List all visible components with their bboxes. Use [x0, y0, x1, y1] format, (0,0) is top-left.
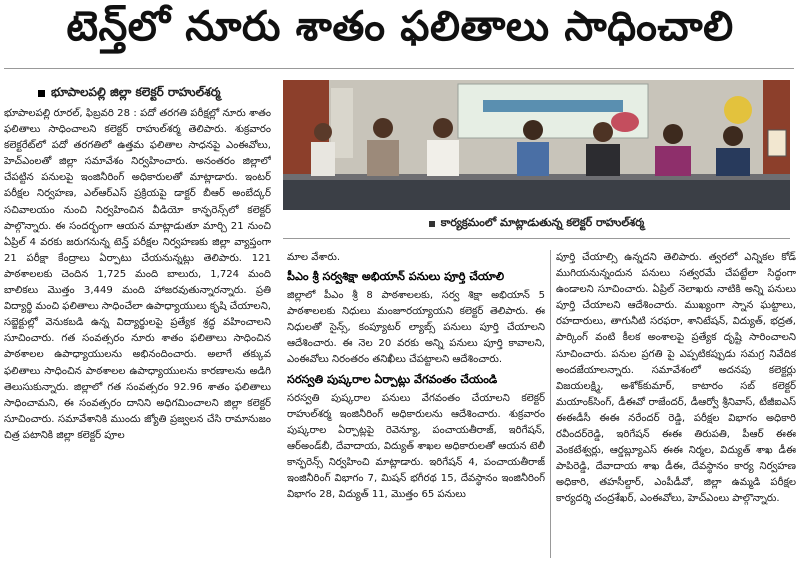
article-column-2 [287, 250, 545, 562]
photo-flowers-right [724, 96, 752, 124]
photo-caption [283, 213, 790, 235]
photo-screen-banner [483, 100, 623, 112]
photo-caption-text: కార్యక్రమంలో మాట్లాడుతున్న కలెక్టర్ రాహుల్‌శర్మ [440, 216, 645, 229]
caption-bullet-icon [429, 221, 435, 227]
article-paragraph-lead: మాల వేశారు. [287, 252, 341, 263]
article-column-1 [4, 106, 271, 562]
column-divider-2 [550, 250, 551, 558]
headline: టెన్త్‌లో నూరు శాతం ఫలితాలు సాధించాలి [66, 2, 734, 50]
byline-text: భూపాలపల్లి జిల్లా కలెక్టర్ రాహుల్‌శర్మ [51, 84, 221, 99]
article-paragraph-pm-shri: జిల్లాలో పీఎం శ్రీ 8 పాఠశాలలకు, సర్వ శిక్షా అభియాన్ 5 పాఠశాలలకు నిధులు మంజూరయ్యాయని కలెక్టర్ తెలిపారు. ఈ నిధులతో సైన్స్, కంప్యూటర్ ల్యాబ్స్ పనులు పూర్తి చేయాలని ఆదేశించారు. ఈ నెల 20 వరకు అన్ని పనులు పూర్తి కావాలని, ఎంఈవోలు నిరంతరం తనిఖీలు చేపట్టాలని ఆదేశించారు. [287, 290, 545, 366]
subheading-pm-shri: పీఎం శ్రీ సర్వశిక్షా అభియాన్ పనులు పూర్తి చేయాలి [287, 270, 505, 284]
event-photo [283, 80, 790, 210]
article-paragraph: భూపాలపల్లి రూరల్, ఫిబ్రవరి 28 : పదో తరగతి పరీక్షల్లో నూరు శాతం ఫలితాలు సాధించాలని కలెక్టర్ రాహుల్‌శర్మ తెలిపారు. శుక్రవారం కలెక్టరేట్‌లో పదో తరగతిలో ఉత్తమ ఫలితాల సాధనపై ఎంఈవోలు, హెచ్ఎంలతో జిల్లా సమావేశం నిర్వహించారు. అనంతరం జిల్లాలో చేపట్టిన పనులపై ఇంజినీరింగ్ అధికారులతో మాట్లాడారు. ఇంటర్ పరీక్షల నిర్వహణ, ఎల్ఆర్ఎస్ ప్రక్రియపై డాక్టర్ బీఆర్ అంబేద్కర్ సచివాలయం నుంచి నిర్వహించిన వీడియో కాన్ఫరెన్స్‌లో కలెక్టర్ పాల్గొన్నారు. ఈ సందర్భంగా ఆయన మాట్లాడుతూ మార్చి 21 నుంచి ఏప్రిల్ 4 వరకు జరుగనున్న టెన్త్ పరీక్షల నిర్వహణకు జిల్లా వ్యాప్తంగా 21 పరీక్షా కేంద్రాలు ఏర్పాటు చేయనున్నట్లు తెలిపారు. 121 పాఠశాలలకు చెందిన 1,725 మంది బాలురు, 1,724 మంది బాలికలు మొత్తం 3,449 మంది హాజరవుతున్నారన్నారు. ప్రతి విద్యార్థి మంచి ఫలితాలు సాధించేలా ఉపాధ్యాయులు కృషి చేయాలని, సబ్జెక్టుల్లో వెనుకబడి ఉన్న విద్యార్థులపై ప్రత్యేక శ్రద్ధ వహించాలని సూచించారు. గత సంవత్సరం నూరు శాతం ఫలితాలు సాధించిన పాఠశాలల ఉపాధ్యాయులను అభినందించారు. అలాగే తక్కువ ఫలితాలు సాధించిన పాఠశాలల ఉపాధ్యాయులను కారణాలను అడిగి తెలుసుకున్నారు. జిల్లాలో గత సంవత్సరం 92.96 శాతం ఫలితాలు సాధించామని, ఈ సంవత్సరం దానిని అధిగమించాలని జిల్లా కలెక్టర్ సూచించారు. సమావేశానికి ముందు జ్యోతి ప్రజ్వలన చేసి రామానుజం చిత్ర పటానికి జిల్లా కలెక్టర్ పూల [4, 108, 271, 441]
article-column-3 [556, 250, 796, 562]
photo-screen-flower [611, 112, 639, 132]
byline-bullet-icon [38, 90, 45, 97]
photo-person-1 [311, 123, 335, 176]
subheading-saraswati-pushkaralu: సరస్వతి పుష్కరాల ఏర్పాట్లు వేగవంతం చేయండి [287, 372, 498, 386]
article-paragraph-pushkaralu: సరస్వతి పుష్కరాల పనులు వేగవంతం చేయాలని కలెక్టర్ రాహుల్‌శర్మ ఇంజినీరింగ్ అధికారులను ఆదేశించారు. శుక్రవారం పుష్కరాల ఏర్పాట్లపై రెవెన్యూ, పంచాయతీరాజ్, ఇరిగేషన్, ఆర్అండ్‌బీ, దేవాదాయ, విద్యుత్ శాఖల అధికారులతో ఆయన టెలీ కాన్ఫరెన్స్ నిర్వహించి మాట్లాడారు. ఇరిగేషన్ 4, పంచాయతీరాజ్ ఇంజినీరింగ్ విభాగం 7, మిషన్ భగీరథ 15, దేవస్థానం ఇంజినీరింగ్ విభాగం 28, విద్యుత్ 11, మొత్తం 65 పనులు [287, 392, 545, 501]
caption-rule [283, 238, 790, 239]
photo-portrait [768, 130, 786, 156]
headline-rule [4, 68, 794, 69]
photo-table [283, 178, 790, 210]
event-photo-svg [283, 80, 790, 210]
article-paragraph-continued: పూర్తి చేయాల్సి ఉన్నదని తెలిపారు. త్వరలో ఎన్నికల కోడ్ ముగియనున్నందున పనులు సత్వరమే చేపట్టేలా సిద్ధంగా ఉండాలని సూచించారు. ఏప్రిల్ నెలాఖరు నాటికి అన్ని పనులు పూర్తి చేయాలని ఆదేశించారు. ముఖ్యంగా స్నాన ఘట్టాలు, రహదారులు, తాగునీటి సరఫరా, శానిటేషన్, విద్యుత్, భద్రత, పార్కింగ్ వంటి కీలక అంశాలపై ప్రత్యేక దృష్టి సారించాలని సూచించారు. పనుల ప్రగతి పై ఎప్పటికప్పుడు సమగ్ర నివేదిక అందజేయాలన్నారు. సమావేశంలో అదనపు కలెక్టర్లు విజయలక్ష్మి, అశోక్‌కుమార్, కాటారం సబ్ కలెక్టర్ మయాంక్‌సింగ్, డీఈవో రాజేందర్, డీఆర్వో శ్రీనివాస్, టీజీఐఎస్ ఈఈడీసీ ఈఈ నరేందర్ రెడ్డి, పరీక్షల విభాగం అధికారి రవీందర్‌రెడ్డి, ఇరిగేషన్ ఈఈ తిరుపతి, పీఆర్ ఈఈ వెంకటేశ్వర్లు, ఆర్డబ్ల్యూఎస్ ఈఈ నిర్మల, విద్యుత్ శాఖ డీఈ పాపిరెడ్డి, దేవాదాయ శాఖ డీఈ, దేవస్థానం కార్య నిర్వహణ అధికారి, తహసీల్దార్, ఎంపీడీవో, జిల్లా ఉమ్మడి పరీక్షల కార్యదర్శి చంద్రశేఖర్, ఎంఈవోలు, హెచ్ఎంలు పాల్గొన్నారు. [556, 252, 796, 505]
byline [38, 82, 270, 104]
